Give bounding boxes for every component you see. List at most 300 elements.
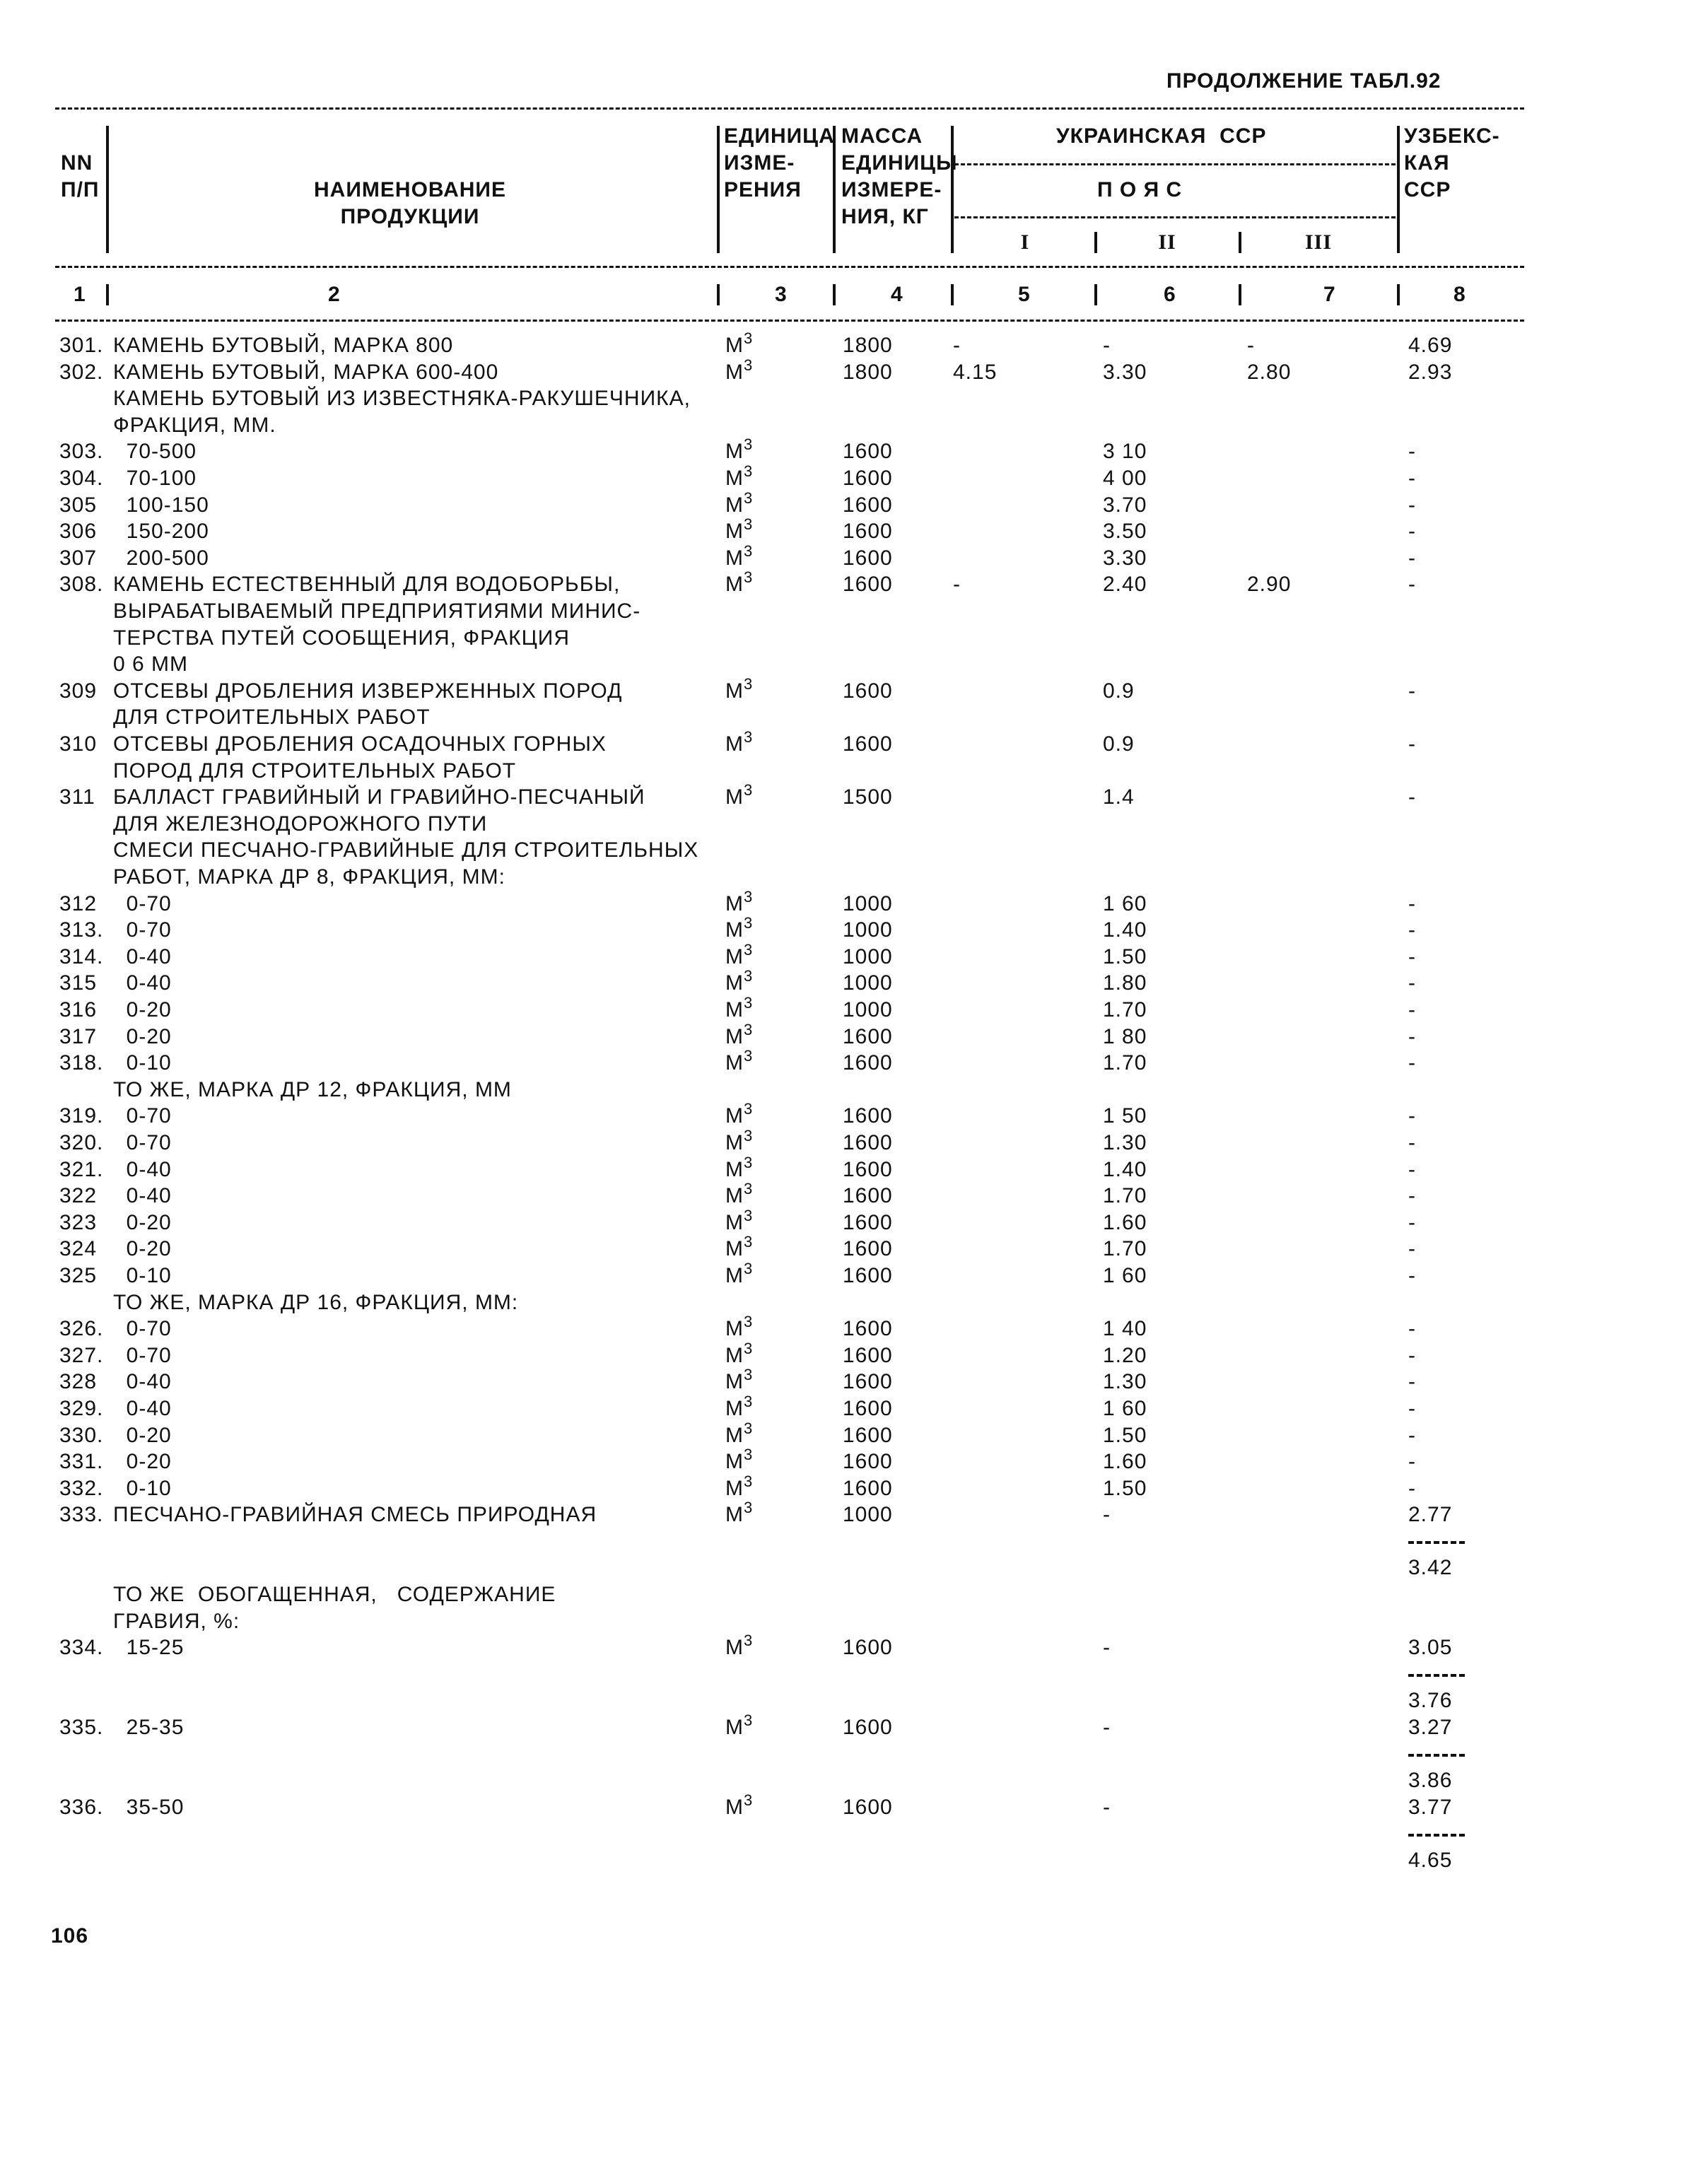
unit-base: М [725, 892, 744, 915]
row-number: 310 [59, 732, 98, 756]
product-name: 0-20 [113, 1424, 172, 1447]
row-number: 322 [59, 1184, 98, 1207]
uzbek-price: 2.77 [1408, 1503, 1453, 1526]
mass-value: 1600 [843, 1636, 893, 1659]
belt1-price: - [953, 334, 961, 357]
product-name: 35-50 [113, 1796, 185, 1819]
mass-value: 1000 [843, 918, 893, 942]
unit-base: М [725, 467, 744, 490]
header-sep-4 [951, 126, 954, 253]
unit-base: М [725, 1158, 744, 1181]
colnum-5: 5 [1018, 283, 1031, 306]
mass-value: 1600 [843, 1025, 893, 1048]
unit-cell [725, 1634, 753, 1661]
unit-base: М [725, 1051, 744, 1075]
product-name: 0-70 [113, 1344, 172, 1367]
product-name: 0-20 [113, 1450, 172, 1473]
unit-base: М [725, 1370, 744, 1393]
product-name: СМЕСИ ПЕСЧАНО-ГРАВИЙНЫЕ ДЛЯ СТРОИТЕЛЬНЫХ [113, 838, 699, 862]
unit-base: М [725, 1211, 744, 1234]
belt2-price: 2.40 [1103, 573, 1147, 596]
row-number: 305 [59, 493, 98, 517]
mass-value: 1600 [843, 573, 893, 596]
unit-exponent: 3 [744, 728, 754, 746]
unit-base: М [725, 1264, 744, 1287]
mass-value: 1600 [843, 1184, 893, 1207]
mass-value: 1000 [843, 971, 893, 995]
uzbek-price: - [1408, 971, 1416, 995]
belt2-price: - [1103, 334, 1111, 357]
header-sep-6 [1094, 232, 1097, 253]
belt3-price: 2.90 [1247, 573, 1292, 596]
product-name: КАМЕНЬ БУТОВЫЙ, МАРКА 800 [113, 334, 454, 357]
mass-value: 1000 [843, 892, 893, 915]
unit-base: М [725, 679, 744, 703]
uzbek-price: - [1408, 1344, 1416, 1367]
row-number: 314. [59, 945, 104, 968]
product-name: 100-150 [113, 493, 209, 517]
unit-exponent: 3 [744, 1791, 754, 1809]
row-number: 315 [59, 971, 98, 995]
unit-base: М [725, 1104, 744, 1128]
unit-base: М [725, 334, 744, 357]
unit-base: М [725, 945, 744, 968]
product-name: КАМЕНЬ БУТОВЫЙ, МАРКА 600-400 [113, 361, 499, 384]
belt2-price: 1 50 [1103, 1104, 1147, 1128]
row-number: 329. [59, 1397, 104, 1420]
product-name: 0-20 [113, 1237, 172, 1260]
product-name: 70-100 [113, 467, 197, 490]
unit-base: М [725, 1450, 744, 1473]
unit-cell [725, 515, 754, 545]
uzbek-price: - [1408, 785, 1416, 809]
uzbek-price: - [1408, 1211, 1416, 1234]
unit-cell [725, 1180, 754, 1210]
unit-exponent: 3 [744, 542, 754, 560]
row-number: 308. [59, 573, 104, 596]
product-name: ПЕСЧАНО-ГРАВИЙНАЯ СМЕСЬ ПРИРОДНАЯ [113, 1503, 597, 1526]
unit-base: М [725, 1317, 744, 1340]
mass-value: 1600 [843, 1317, 893, 1340]
header-top-rule [55, 107, 1524, 110]
num-sep-3 [833, 284, 836, 305]
belt1-price: 4.15 [953, 361, 998, 384]
colnum-2: 2 [328, 283, 341, 306]
product-name: 0-70 [113, 918, 172, 942]
belt2-price: 3 10 [1103, 440, 1147, 463]
num-sep-6 [1239, 284, 1241, 305]
unit-exponent: 3 [744, 1499, 754, 1516]
unit-cell [725, 1711, 754, 1741]
uzbek-price: 3.27 [1408, 1716, 1453, 1739]
num-sep-2 [717, 284, 720, 305]
mass-value: 1600 [843, 1237, 893, 1260]
belt2-price: 1.60 [1103, 1450, 1147, 1473]
unit-base: М [725, 1184, 744, 1207]
row-number: 334. [59, 1636, 104, 1659]
uzbek-price: - [1408, 1237, 1416, 1260]
colnum-8: 8 [1453, 283, 1466, 306]
row-number: 323 [59, 1211, 98, 1234]
mass-value: 1800 [843, 334, 893, 357]
row-number: 325 [59, 1264, 98, 1287]
unit-exponent: 3 [744, 356, 754, 374]
header-pp: П/П [61, 178, 100, 201]
header-belt-3: III [1304, 230, 1333, 254]
belt2-price: 3.30 [1103, 361, 1147, 384]
mass-value: 1000 [843, 1503, 893, 1526]
product-name: 0-70 [113, 892, 172, 915]
product-name: ТО ЖЕ ОБОГАЩЕННАЯ, СОДЕРЖАНИЕ [113, 1583, 556, 1606]
row-number: 330. [59, 1424, 104, 1447]
header-ukr: УКРАИНСКАЯ ССР [1056, 124, 1267, 148]
uzbek-price: - [1408, 732, 1416, 756]
unit-base: М [725, 1477, 744, 1500]
unit-base: М [725, 493, 744, 517]
unit-cell [725, 1233, 754, 1263]
unit-exponent: 3 [744, 1021, 754, 1038]
unit-exponent: 3 [744, 914, 754, 932]
row-number: 312 [59, 892, 98, 915]
product-name: 150-200 [113, 520, 209, 543]
product-name: 0-10 [113, 1264, 172, 1287]
unit-cell [725, 435, 754, 465]
belt2-price: 1.70 [1103, 998, 1147, 1021]
header-belt-1: I [1020, 230, 1030, 254]
uzbek-price: - [1408, 1158, 1416, 1181]
unit-base: М [725, 440, 744, 463]
belt2-price: 1.70 [1103, 1184, 1147, 1207]
belt2-price: 1.40 [1103, 1158, 1147, 1181]
product-name: 15-25 [113, 1636, 185, 1659]
row-number: 302. [59, 361, 104, 384]
product-name: 0-20 [113, 1025, 172, 1048]
header-uzb-2: КАЯ [1404, 151, 1450, 175]
row-number: 316 [59, 998, 98, 1021]
belt2-price: 4 00 [1103, 467, 1147, 490]
belt2-price: 3.30 [1103, 546, 1147, 570]
product-name: 0-20 [113, 998, 172, 1021]
belt3-price: - [1247, 334, 1255, 357]
mass-value: 1600 [843, 1397, 893, 1420]
fraction-rule [1408, 1541, 1465, 1544]
header-uzb-3: ССР [1404, 178, 1451, 201]
uzbek-price: - [1408, 1477, 1416, 1500]
unit-base: М [725, 785, 744, 809]
unit-exponent: 3 [744, 489, 754, 507]
unit-cell [725, 675, 754, 705]
unit-base: М [725, 1397, 744, 1420]
belt2-price: - [1103, 1503, 1111, 1526]
colnum-1: 1 [74, 283, 86, 306]
product-name: 0-40 [113, 1397, 172, 1420]
mass-value: 1600 [843, 679, 893, 703]
row-number: 335. [59, 1716, 104, 1739]
uzbek-price-alt: 3.42 [1408, 1556, 1453, 1579]
header-bottom-rule [55, 320, 1524, 322]
unit-exponent: 3 [744, 1180, 754, 1198]
row-number: 324 [59, 1237, 98, 1260]
belt2-price: 1.50 [1103, 945, 1147, 968]
header-ukr-rule [954, 163, 1396, 165]
belt2-price: 1.60 [1103, 1211, 1147, 1234]
unit-exponent: 3 [744, 1711, 754, 1729]
unit-exponent: 3 [744, 1313, 754, 1330]
unit-base: М [725, 1796, 744, 1819]
unit-base: М [725, 573, 744, 596]
unit-exponent: 3 [744, 1473, 754, 1490]
product-name: ТО ЖЕ, МАРКА ДР 16, ФРАКЦИЯ, ММ: [113, 1291, 519, 1314]
mass-value: 1600 [843, 1264, 893, 1287]
belt2-price: 1.70 [1103, 1051, 1147, 1075]
unit-base: М [725, 361, 744, 384]
unit-exponent: 3 [744, 329, 754, 347]
row-number: 326. [59, 1317, 104, 1340]
unit-exponent: 3 [744, 462, 754, 480]
unit-base: М [725, 1025, 744, 1048]
belt2-price: 1.80 [1103, 971, 1147, 995]
product-name: 0-40 [113, 1184, 172, 1207]
header-mass-2: ЕДИНИЦЫ [841, 151, 958, 175]
unit-cell [725, 728, 754, 758]
row-number: 309 [59, 679, 98, 703]
unit-exponent: 3 [744, 1340, 754, 1357]
unit-base: М [725, 546, 744, 570]
product-name: БАЛЛАСТ ГРАВИЙНЫЙ И ГРАВИЙНО-ПЕСЧАНЫЙ [113, 785, 645, 809]
unit-exponent: 3 [744, 568, 754, 586]
product-name: 0-40 [113, 971, 172, 995]
unit-cell [725, 781, 754, 811]
unit-cell [725, 1047, 754, 1077]
uzbek-price: - [1408, 1104, 1416, 1128]
header-sep-7 [1239, 232, 1241, 253]
belt2-price: 1.50 [1103, 1477, 1147, 1500]
row-number: 317 [59, 1025, 98, 1048]
row-number: 319. [59, 1104, 104, 1128]
colnum-7: 7 [1323, 283, 1336, 306]
uzbek-price-alt: 3.76 [1408, 1689, 1453, 1712]
mass-value: 1600 [843, 1370, 893, 1393]
header-belt-rule [954, 216, 1396, 218]
row-number: 332. [59, 1477, 104, 1500]
uzbek-price: - [1408, 546, 1416, 570]
mass-value: 1600 [843, 1796, 893, 1819]
unit-exponent: 3 [744, 1446, 754, 1463]
page-number: 106 [51, 1924, 89, 1948]
num-sep-5 [1094, 284, 1097, 305]
uzbek-price: - [1408, 679, 1416, 703]
product-name: ДЛЯ ЖЕЛЕЗНОДОРОЖНОГО ПУТИ [113, 812, 488, 836]
row-number: 321. [59, 1158, 104, 1181]
mass-value: 1600 [843, 1450, 893, 1473]
unit-base: М [725, 520, 744, 543]
product-name: 0-70 [113, 1317, 172, 1340]
unit-base: М [725, 918, 744, 942]
unit-cell [725, 1366, 754, 1395]
row-number: 331. [59, 1450, 104, 1473]
product-name: ТЕРСТВА ПУТЕЙ СООБЩЕНИЯ, ФРАКЦИЯ [113, 626, 570, 650]
unit-cell [725, 1501, 753, 1528]
uzbek-price: 3.05 [1408, 1636, 1453, 1659]
unit-exponent: 3 [744, 1632, 754, 1649]
product-name: 0 6 ММ [113, 652, 189, 676]
row-number: 336. [59, 1796, 104, 1819]
row-number: 327. [59, 1344, 104, 1367]
row-number: 318. [59, 1051, 104, 1075]
unit-exponent: 3 [744, 675, 754, 693]
header-name-1: НАИМЕНОВАНИЕ [314, 178, 506, 201]
product-name: 0-40 [113, 1370, 172, 1393]
uzbek-price: 4.69 [1408, 334, 1453, 357]
belt2-price: 1 60 [1103, 1264, 1147, 1287]
belt2-price: 1 80 [1103, 1025, 1147, 1048]
belt2-price: 1 60 [1103, 1397, 1147, 1420]
row-number: 306 [59, 520, 98, 543]
belt2-price: 0.9 [1103, 679, 1135, 703]
mass-value: 1600 [843, 1104, 893, 1128]
product-name: ТО ЖЕ, МАРКА ДР 12, ФРАКЦИЯ, ММ [113, 1078, 512, 1101]
unit-exponent: 3 [744, 1260, 754, 1277]
product-name: РАБОТ, МАРКА ДР 8, ФРАКЦИЯ, ММ: [113, 865, 505, 889]
unit-cell [725, 914, 754, 944]
product-name: ДЛЯ СТРОИТЕЛЬНЫХ РАБОТ [113, 706, 431, 729]
product-name: КАМЕНЬ БУТОВЫЙ ИЗ ИЗВЕСТНЯКА-РАКУШЕЧНИКА, [113, 387, 691, 410]
uzbek-price: - [1408, 440, 1416, 463]
belt1-price: - [953, 573, 961, 596]
belt2-price: 1.4 [1103, 785, 1135, 809]
mass-value: 1500 [843, 785, 893, 809]
colnum-3: 3 [775, 283, 788, 306]
row-number: 303. [59, 440, 104, 463]
mass-value: 1600 [843, 1424, 893, 1447]
unit-exponent: 3 [744, 1100, 754, 1118]
belt3-price: 2.80 [1247, 361, 1292, 384]
uzbek-price: - [1408, 1317, 1416, 1340]
belt2-price: 1.50 [1103, 1424, 1147, 1447]
unit-exponent: 3 [744, 994, 754, 1012]
unit-exponent: 3 [744, 1127, 754, 1145]
header-unit-1: ЕДИНИЦА [724, 124, 835, 148]
header-name-2: ПРОДУКЦИИ [340, 205, 480, 228]
unit-cell [725, 1127, 754, 1157]
header-belt-2: II [1158, 230, 1176, 254]
belt2-price: - [1103, 1636, 1111, 1659]
colnum-4: 4 [891, 283, 903, 306]
unit-base: М [725, 1636, 744, 1659]
product-name: ФРАКЦИЯ, ММ. [113, 414, 276, 437]
header-mass-1: МАССА [841, 124, 923, 148]
unit-cell [725, 462, 754, 492]
colnum-6: 6 [1164, 283, 1176, 306]
mass-value: 1000 [843, 945, 893, 968]
header-mid-rule [55, 266, 1524, 268]
mass-value: 1600 [843, 1158, 893, 1181]
product-name: 0-10 [113, 1051, 172, 1075]
product-name: 0-20 [113, 1211, 172, 1234]
fraction-rule [1408, 1674, 1465, 1677]
uzbek-price: - [1408, 1131, 1416, 1154]
mass-value: 1600 [843, 732, 893, 756]
belt2-price: 3.70 [1103, 493, 1147, 517]
uzbek-price: - [1408, 1397, 1416, 1420]
row-number: 328 [59, 1370, 98, 1393]
belt2-price: 1 60 [1103, 892, 1147, 915]
uzbek-price-alt: 3.86 [1408, 1769, 1453, 1792]
uzbek-price: - [1408, 1051, 1416, 1075]
unit-exponent: 3 [744, 515, 754, 533]
unit-exponent: 3 [744, 941, 754, 959]
product-name: ГРАВИЯ, %: [113, 1610, 240, 1633]
product-name: 0-70 [113, 1131, 172, 1154]
unit-exponent: 3 [744, 1207, 754, 1224]
header-unit-2: ИЗМЕ- [724, 151, 795, 175]
header-belt: П О Я С [1097, 178, 1183, 201]
unit-base: М [725, 1344, 744, 1367]
product-name: 0-70 [113, 1104, 172, 1128]
mass-value: 1600 [843, 1344, 893, 1367]
belt2-price: 1.70 [1103, 1237, 1147, 1260]
product-name: 0-40 [113, 945, 172, 968]
unit-exponent: 3 [744, 781, 754, 799]
product-name: 25-35 [113, 1716, 185, 1739]
row-number: 301. [59, 334, 104, 357]
unit-exponent: 3 [744, 1047, 754, 1065]
unit-base: М [725, 1131, 744, 1154]
mass-value: 1600 [843, 546, 893, 570]
fraction-rule [1408, 1834, 1465, 1837]
row-number: 313. [59, 918, 104, 942]
mass-value: 1600 [843, 1051, 893, 1075]
uzbek-price: - [1408, 1424, 1416, 1447]
belt2-price: 1 40 [1103, 1317, 1147, 1340]
uzbek-price: - [1408, 1370, 1416, 1393]
header-sep-5 [1397, 126, 1400, 253]
header-sep-2 [717, 126, 720, 253]
unit-base: М [725, 732, 744, 756]
belt2-price: 1.30 [1103, 1370, 1147, 1393]
belt2-price: 1.40 [1103, 918, 1147, 942]
mass-value: 1600 [843, 1211, 893, 1234]
num-sep-1 [106, 284, 109, 305]
belt2-price: 3.50 [1103, 520, 1147, 543]
uzbek-price: 2.93 [1408, 361, 1453, 384]
unit-cell [725, 967, 754, 997]
row-number: 333. [59, 1503, 104, 1526]
mass-value: 1600 [843, 520, 893, 543]
unit-base: М [725, 1424, 744, 1447]
uzbek-price: - [1408, 1264, 1416, 1287]
uzbek-price: - [1408, 493, 1416, 517]
mass-value: 1600 [843, 467, 893, 490]
uzbek-price: - [1408, 467, 1416, 490]
product-name: 0-40 [113, 1158, 172, 1181]
header-uzb-1: УЗБЕКС- [1404, 124, 1500, 148]
mass-value: 1600 [843, 1477, 893, 1500]
unit-cell [725, 1260, 754, 1289]
belt2-price: 0.9 [1103, 732, 1135, 756]
unit-base: М [725, 1503, 744, 1526]
uzbek-price-alt: 4.65 [1408, 1849, 1453, 1872]
num-sep-4 [951, 284, 954, 305]
belt2-price: - [1103, 1796, 1111, 1819]
unit-cell [725, 329, 754, 359]
mass-value: 1000 [843, 998, 893, 1021]
num-sep-7 [1397, 284, 1400, 305]
fraction-rule [1408, 1754, 1465, 1757]
row-number: 307 [59, 546, 98, 570]
product-name: КАМЕНЬ ЕСТЕСТВЕННЫЙ ДЛЯ ВОДОБОРЬБЫ, [113, 573, 621, 596]
uzbek-price: 3.77 [1408, 1796, 1453, 1819]
